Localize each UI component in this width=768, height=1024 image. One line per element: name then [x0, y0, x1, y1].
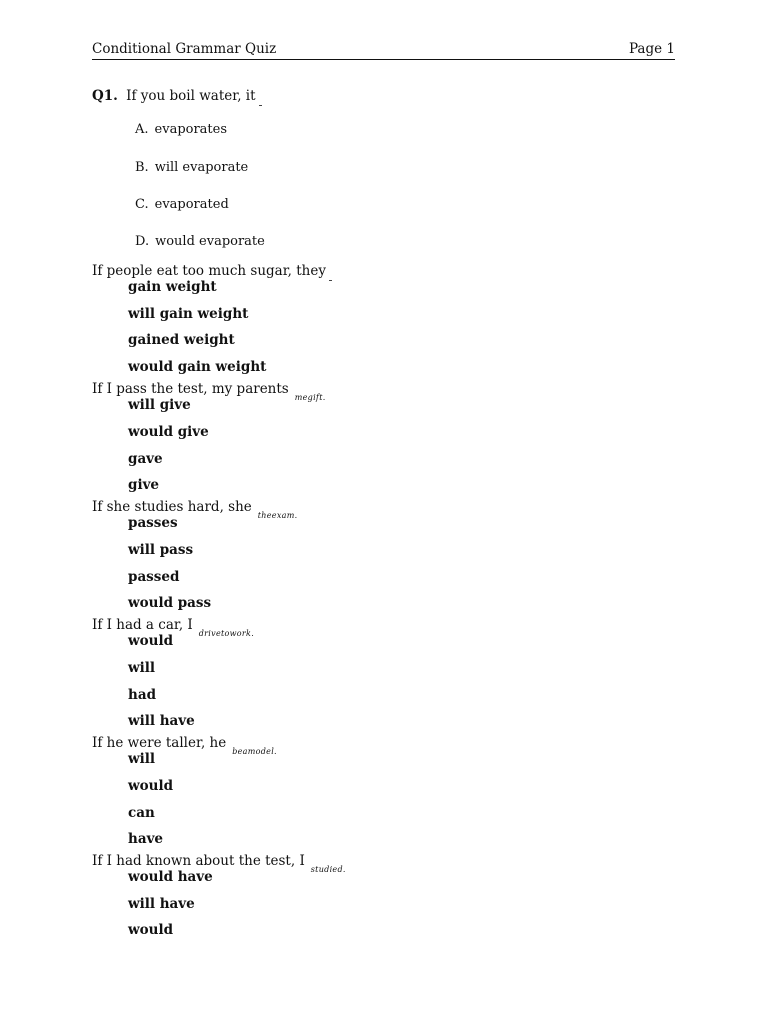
question-3-choice[interactable]: would give: [128, 424, 209, 440]
question-7-choice[interactable]: would: [128, 922, 174, 938]
question-6-choice[interactable]: have: [128, 831, 163, 847]
option-d[interactable]: [135, 234, 265, 249]
question-hint: studied.: [310, 865, 346, 874]
question-1: [92, 88, 262, 106]
question-2-choice[interactable]: will gain weight: [128, 306, 249, 322]
question-number: Q1.: [92, 88, 118, 104]
answer-blank: [259, 102, 262, 106]
question-5-stem: [92, 617, 254, 638]
question-2-choice[interactable]: gained weight: [128, 332, 235, 348]
question-stem-text: If people eat too much sugar, they: [92, 263, 326, 279]
question-4-choice[interactable]: would pass: [128, 595, 212, 611]
question-stem-text: If I had known about the test, I: [92, 853, 305, 869]
question-3-choice[interactable]: will give: [128, 397, 191, 413]
question-7-choice[interactable]: would have: [128, 869, 213, 885]
option-text: will evaporate: [154, 160, 249, 175]
question-5-choice[interactable]: would: [128, 633, 174, 649]
question-4-choice[interactable]: will pass: [128, 542, 194, 558]
question-hint: beamodel.: [232, 747, 277, 756]
question-6-choice[interactable]: can: [128, 805, 155, 821]
question-5-choice[interactable]: will: [128, 660, 156, 676]
option-b[interactable]: [135, 160, 248, 175]
question-5-choice[interactable]: will have: [128, 713, 195, 729]
question-2-choice[interactable]: gain weight: [128, 279, 217, 295]
question-hint: drivetowork.: [198, 629, 255, 638]
option-letter: A.: [135, 122, 149, 137]
question-6-choice[interactable]: will: [128, 751, 156, 767]
question-stem-text: If she studies hard, she: [92, 499, 252, 515]
answer-blank: [329, 277, 332, 281]
page-number: Page 1: [628, 41, 675, 57]
option-text: evaporates: [154, 122, 228, 137]
question-hint: theexam.: [257, 511, 298, 520]
option-a[interactable]: [135, 122, 227, 137]
question-6-choice[interactable]: would: [128, 778, 174, 794]
question-stem-text: If I pass the test, my parents: [92, 381, 289, 397]
question-4-choice[interactable]: passes: [128, 515, 178, 531]
page-header: [92, 40, 675, 60]
option-letter: C.: [135, 197, 149, 212]
question-stem: If you boil water, it: [126, 88, 256, 104]
question-4-stem: [92, 499, 297, 520]
option-letter: B.: [135, 160, 149, 175]
question-stem-text: If I had a car, I: [92, 617, 193, 633]
question-stem-text: If he were taller, he: [92, 735, 227, 751]
option-c[interactable]: [135, 197, 229, 212]
option-letter: D.: [135, 234, 150, 249]
question-4-choice[interactable]: passed: [128, 569, 180, 585]
question-2-choice[interactable]: would gain weight: [128, 359, 267, 375]
question-7-choice[interactable]: will have: [128, 896, 195, 912]
question-3-choice[interactable]: gave: [128, 451, 163, 467]
quiz-title: Conditional Grammar Quiz: [92, 41, 277, 57]
question-3-choice[interactable]: give: [128, 477, 160, 493]
question-5-choice[interactable]: had: [128, 687, 157, 703]
question-6-stem: [92, 735, 277, 756]
option-text: evaporated: [154, 197, 229, 212]
option-text: would evaporate: [155, 234, 265, 249]
question-hint: megift.: [294, 393, 326, 402]
